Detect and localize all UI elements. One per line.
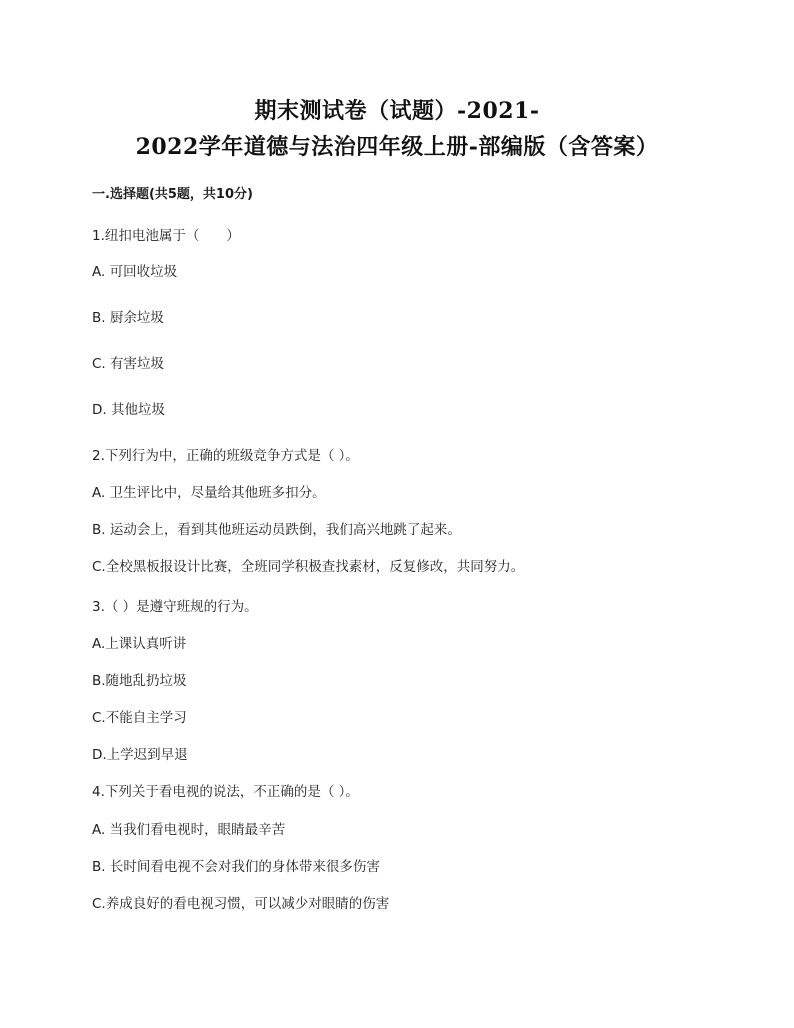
document-title-line-2: 2022学年道德与法治四年级上册-部编版（含答案） [135,134,659,160]
question-1-stem: 1.纽扣电池属于（ ） [92,228,240,244]
section-heading: 一.选择题(共5题，共10分) [92,187,253,202]
question-3-option-a: A.上课认真听讲 [92,636,187,652]
question-1-option-b: B. 厨余垃圾 [92,310,164,326]
document-title-line-1: 期末测试卷（试题）-2021- [254,98,540,124]
question-4-option-a: A. 当我们看电视时，眼睛最辛苦 [92,822,286,838]
question-3-option-d: D.上学迟到早退 [92,747,188,763]
question-2-option-c: C.全校黑板报设计比赛，全班同学积极查找素材，反复修改，共同努力。 [92,559,525,575]
question-1-option-a: A. 可回收垃圾 [92,264,178,280]
question-4-option-c: C.养成良好的看电视习惯，可以减少对眼睛的伤害 [92,896,390,912]
question-3-option-c: C.不能自主学习 [92,710,187,726]
question-4-option-b: B. 长时间看电视不会对我们的身体带来很多伤害 [92,859,380,875]
question-3-option-b: B.随地乱扔垃圾 [92,673,187,689]
question-2-option-a: A. 卫生评比中，尽量给其他班多扣分。 [92,485,326,501]
question-2-option-b: B. 运动会上，看到其他班运动员跌倒，我们高兴地跳了起来。 [92,522,461,538]
question-2-stem: 2.下列行为中，正确的班级竞争方式是（ ）。 [92,448,359,464]
question-1-option-d: D. 其他垃圾 [92,402,165,418]
question-1-option-c: C. 有害垃圾 [92,356,165,372]
question-4-stem: 4.下列关于看电视的说法，不正确的是（ ）。 [92,784,359,800]
question-3-stem: 3.（ ）是遵守班规的行为。 [92,599,258,615]
